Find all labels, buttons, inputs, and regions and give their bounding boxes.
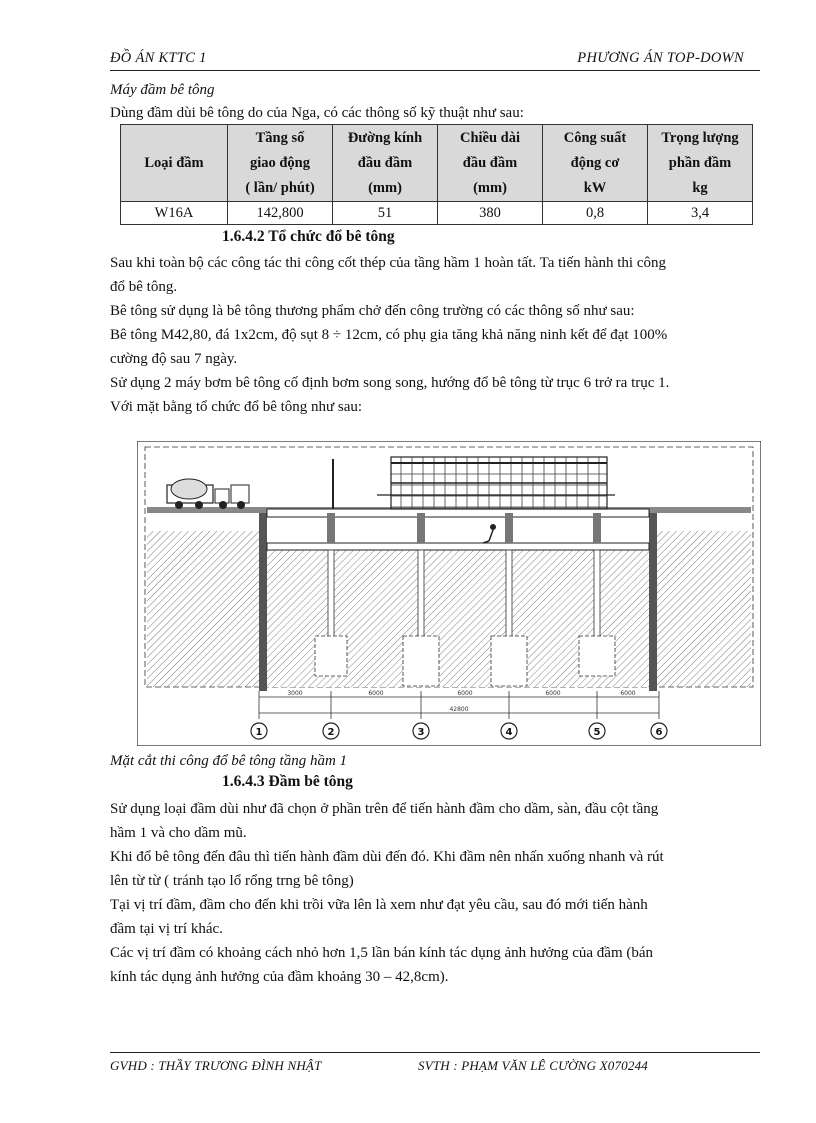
dimension-label: 6000 bbox=[620, 690, 636, 697]
spec-table bbox=[120, 124, 753, 225]
paragraph-line: Sau khi toàn bộ các công tác thi công cốt thép của tầng hầm 1 hoàn tất. Ta tiến hành thi công bbox=[110, 255, 667, 271]
spec-header-cell: Công suất động cơ kW bbox=[543, 125, 648, 202]
diaphragm-wall-left bbox=[259, 509, 267, 691]
spec-header-cell: Trọng lượng phần đầm kg bbox=[648, 125, 753, 202]
spec-cell: 142,800 bbox=[228, 202, 333, 225]
header-left: ĐỒ ÁN KTTC 1 bbox=[110, 50, 207, 66]
spec-cell: 3,4 bbox=[648, 202, 753, 225]
spec-header-cell: Chiều dài đầu đầm (mm) bbox=[438, 125, 543, 202]
spec-table-row bbox=[121, 202, 753, 225]
paragraph-line: hầm 1 và cho dầm mũ. bbox=[110, 825, 247, 841]
axis-label: 4 bbox=[505, 727, 513, 738]
paragraph-line: Khi đổ bê tông đến đâu thì tiến hành đầm dùi đến đó. Khi đầm nên nhấn xuống nhanh và rút bbox=[110, 849, 664, 865]
paragraph-line: Bê tông sử dụng là bê tông thương phẩm chở đến công trường có các thông số như sau: bbox=[110, 303, 635, 319]
diaphragm-wall-right bbox=[649, 509, 657, 691]
ground-floor-slab bbox=[267, 509, 649, 517]
spec-header-cell: Tầng số giao động ( lần/ phút) bbox=[228, 125, 333, 202]
paragraph-line: Sử dụng 2 máy bơm bê tông cố định bơm song song, hướng đổ bê tông từ trục 6 trở ra trục 1. bbox=[110, 375, 670, 391]
section-label: Máy đầm bê tông bbox=[110, 82, 215, 98]
axis-label: 3 bbox=[417, 727, 425, 738]
spec-header-cell: Loại đầm bbox=[121, 125, 228, 202]
basement-1-slab bbox=[267, 543, 649, 550]
spec-cell: 51 bbox=[333, 202, 438, 225]
intro-text: Dùng đầm dùi bê tông do của Nga, có các thông số kỹ thuật như sau: bbox=[110, 105, 524, 121]
dimension-label: 6000 bbox=[368, 690, 384, 697]
figure-caption: Mặt cắt thi công đổ bê tông tầng hầm 1 bbox=[110, 753, 348, 769]
spec-cell: 0,8 bbox=[543, 202, 648, 225]
axis-label: 5 bbox=[593, 727, 601, 738]
axis-label: 2 bbox=[327, 727, 335, 738]
paragraph-line: Các vị trí đầm có khoảng cách nhỏ hơn 1,5 lần bán kính tác dụng ảnh hưởng của đầm (bán bbox=[110, 945, 654, 961]
axis-label: 6 bbox=[655, 727, 663, 738]
footer-right: SVTH : PHẠM VĂN LÊ CƯỜNG X070244 bbox=[418, 1058, 648, 1073]
footer-left: GVHD : THẦY TRƯƠNG ĐÌNH NHẬT bbox=[110, 1058, 322, 1073]
dimension-label: 6000 bbox=[457, 690, 473, 697]
paragraph-line: Với mặt bằng tổ chức đổ bê tông như sau: bbox=[110, 399, 363, 415]
paragraph-line: đổ bê tông. bbox=[110, 279, 178, 295]
dimension-total-label: 42800 bbox=[449, 706, 469, 713]
paragraph-line: kính tác dụng ảnh hưởng của đầm khoảng 30 – 42,8cm). bbox=[110, 969, 449, 985]
header-rule bbox=[110, 70, 760, 71]
header-right: PHƯƠNG ÁN TOP-DOWN bbox=[577, 50, 744, 66]
paragraph-line: Sử dụng loại đầm dùi như đã chọn ở phần trên để tiến hành đầm cho dầm, sàn, đầu cột tầng bbox=[110, 801, 659, 817]
paragraph-line: Tại vị trí đầm, đầm cho đến khi trồi vữa lên là xem như đạt yêu cầu, sau đó mới tiến hành bbox=[110, 897, 648, 913]
paragraph-line: đầm tại vị trí khác. bbox=[110, 921, 223, 937]
paragraph-line: cường độ sau 7 ngày. bbox=[110, 351, 238, 367]
spec-header-cell: Đường kính đầu đầm (mm) bbox=[333, 125, 438, 202]
dimension-label: 3000 bbox=[287, 690, 303, 697]
footer-rule bbox=[110, 1052, 760, 1053]
paragraph-line: lên từ từ ( tránh tạo lổ rổng trng bê tông) bbox=[110, 873, 354, 889]
dimension-label: 6000 bbox=[545, 690, 561, 697]
paragraph-line: Bê tông M42,80, đá 1x2cm, độ sụt 8 ÷ 12cm, có phụ gia tăng khả năng ninh kết để đạt 100% bbox=[110, 327, 668, 343]
section-heading-concreting: 1.6.4.2 Tổ chức đổ bê tông bbox=[222, 228, 395, 245]
spec-table-header-row bbox=[121, 125, 753, 202]
page-header bbox=[110, 50, 760, 72]
spec-cell: W16A bbox=[121, 202, 228, 225]
axis-label: 1 bbox=[255, 727, 263, 738]
spec-cell: 380 bbox=[438, 202, 543, 225]
section-heading-vibrating: 1.6.4.3 Đầm bê tông bbox=[222, 773, 353, 790]
section-drawing bbox=[137, 441, 761, 746]
